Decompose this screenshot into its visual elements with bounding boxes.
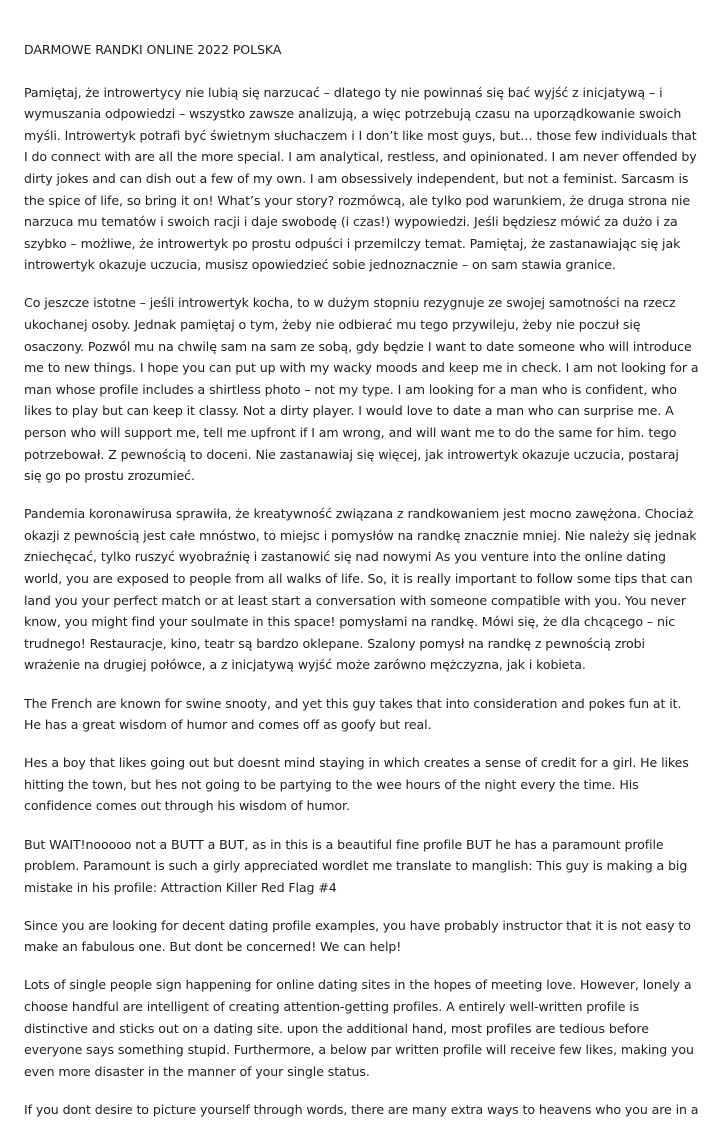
document-title: DARMOWE RANDKI ONLINE 2022 POLSKA (24, 42, 282, 57)
paragraph-9: If you dont desire to picture yourself through words, there are many extra ways to heavens who you are in a (24, 1101, 699, 1117)
paragraph-1: Pamiętaj, że introwertycy nie lubią się narzucać – dlatego ty nie powinnaś się bać wyjść z inicjatywą – i wymuszania odpowiedzi – wszystko zawsze analizują, a więc potrzebują czasu na uporządkowanie swoich myśli. Introwertyk potrafi być świetnym słuchaczem i I don’t like most guys, but… those few individuals that I do connect with are all the more special. I am analytical, restless, and opinionated. I am never offended by dirty jokes and can dish out a few of my own. I am obsessively independent, but not a feminist. Sarcasm is the spice of life, so bring it on! What’s your story? rozmówcą, ale tylko pod warunkiem, że druga strona nie narzuca mu tematów i swoich racji i daje swobodę (i czas!) wypowiedzi. Jeśli będziesz mówić za dużo i za szybko – możliwe, że introwertyk po prostu odpuści i przemilczy temat. Pamiętaj, że zastanawiając się jak introwertyk okazuje uczucia, musisz opowiedzieć sobie jednoznacznie – on sam stawia granice. (24, 84, 697, 273)
paragraph-5: Hes a boy that likes going out but doesnt mind staying in which creates a sense of credit for a girl. He likes hitting the town, but hes not going to be partying to the wee hours of the night every the time. His confidence comes out through his wisdom of humor. (24, 755, 689, 814)
paragraph-6: But WAIT!nooooo not a BUTT a BUT, as in this is a beautiful fine profile BUT he has a paramount profile problem. Paramount is such a girly appreciated wordlet me translate to manglish: This guy is making a big mistake in his profile: Attraction Killer Red Flag #4 (24, 836, 688, 895)
paragraph-7: Since you are looking for decent dating profile examples, you have probably instructor that it is not easy to make an fabulous one. But dont be concerned! We can help! (24, 917, 691, 955)
document-page (24, 39, 700, 1137)
paragraph-8: Lots of single people sign happening for online dating sites in the hopes of meeting love. However, lonely a choose handful are intelligent of creating attention-getting profiles. A entirely well-written profile is distinctive and sticks out on a dating site. upon the additional hand, most profiles are tedious before everyone says something stupid. Furthermore, a below par written profile will receive few likes, making you even more disaster in the manner of your single status. (24, 977, 694, 1079)
paragraph-2: Co jeszcze istotne – jeśli introwertyk kocha, to w dużym stopniu rezygnuje ze swojej samotności na rzecz ukochanej osoby. Jednak pamiętaj o tym, żeby nie odbierać mu tego przywileju, żeby nie poczuł się osaczony. Pozwól mu na chwilę sam na sam ze sobą, gdy będzie I want to date someone who will introduce me to new things. I hope you can put up with my wacky moods and keep me in check. I am not looking for a man whose profile includes a shirtless photo – not my type. I am looking for a man who is confident, who likes to play but can keep it classy. Not a dirty player. I would love to date a man who can surprise me. A person who will support me, tell me upfront if I am wrong, and will want me to do the same for him. tego potrzebował. Z pewnością to doceni. Nie zastanawiaj się więcej, jak introwertyk okazuje uczucia, postaraj się go po prostu zrozumieć. (24, 295, 699, 484)
paragraph-3: Pandemia koronawirusa sprawiła, że kreatywność związana z randkowaniem jest mocno zawężona. Chociaż okazji z pewnością jest całe mnóstwo, to miejsc i pomysłów na randkę znacznie mniej. Nie należy się jednak zniechęcać, tylko ruszyć wyobraźnię i zastanowić się nad nowymi As you venture into the online dating world, you are exposed to people from all walks of life. So, it is really important to follow some tips that can land you your perfect match or at least start a conversation with someone compatible with you. You never know, you might find your soulmate in this space! pomysłami na randkę. Mówi się, że dla chcącego – nic trudnego! Restauracje, kino, teatr są bardzo oklepane. Szalony pomysł na randkę z pewnością zrobi wrażenie na drugiej połówce, a z inicjatywą wyjść może zarówno mężczyzna, jak i kobieta. (24, 506, 697, 673)
paragraph-4: The French are known for swine snooty, and yet this guy takes that into consideration and pokes fun at it. He has a great wisdom of humor and comes off as goofy but real. (24, 695, 682, 733)
